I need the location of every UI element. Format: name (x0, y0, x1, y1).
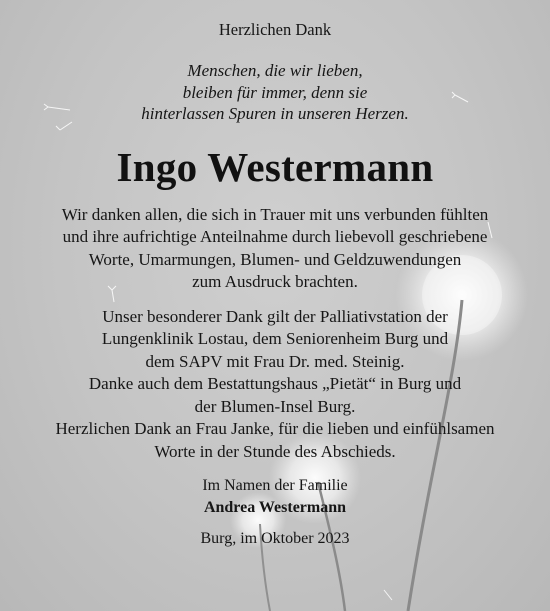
poem-quote (0, 60, 550, 125)
paragraph-line: Lungenklinik Lostau, dem Seniorenheim Burg und (101, 329, 449, 348)
thank-you-header: Herzlichen Dank (218, 20, 332, 39)
paragraph-line: Danke auch dem Bestattungshaus „Pietät“ in Burg und (88, 374, 462, 393)
paragraph-line: Worte in der Stunde des Abschieds. (154, 441, 396, 461)
paragraph-line: Worte, Umarmungen, Blumen- und Geldzuwendungen (88, 249, 462, 269)
paragraph-line: dem SAPV mit Frau Dr. med. Steinig. (145, 351, 405, 371)
thanks-paragraph-general (0, 204, 550, 294)
paragraph-line: zum Ausdruck brachten. (192, 272, 358, 291)
paragraph-line: der Blumen-Insel Burg. (194, 396, 356, 416)
thanks-paragraph-specific (0, 306, 550, 464)
paragraph-line: Unser besonderer Dank gilt der Palliativstation der (102, 306, 448, 326)
paragraph-line: Wir danken allen, die sich in Trauer mit uns verbunden fühlten (61, 204, 489, 224)
deceased-name: Ingo Westermann (116, 143, 434, 190)
family-name: Andrea Westermann (203, 499, 347, 516)
paragraph-line: Herzlichen Dank an Frau Janke, für die lieben und einfühlsamen (55, 419, 495, 438)
family-label: Im Namen der Familie (202, 477, 348, 494)
paragraph-line: und ihre aufrichtige Anteilnahme durch liebevoll geschriebene (62, 227, 488, 246)
poem-line: hinterlassen Spuren in unseren Herzen. (141, 104, 409, 123)
place-date: Burg, im Oktober 2023 (200, 530, 350, 547)
family-signature (0, 475, 550, 519)
poem-line: Menschen, die wir lieben, (187, 61, 363, 80)
poem-line: bleiben für immer, denn sie (182, 82, 368, 102)
